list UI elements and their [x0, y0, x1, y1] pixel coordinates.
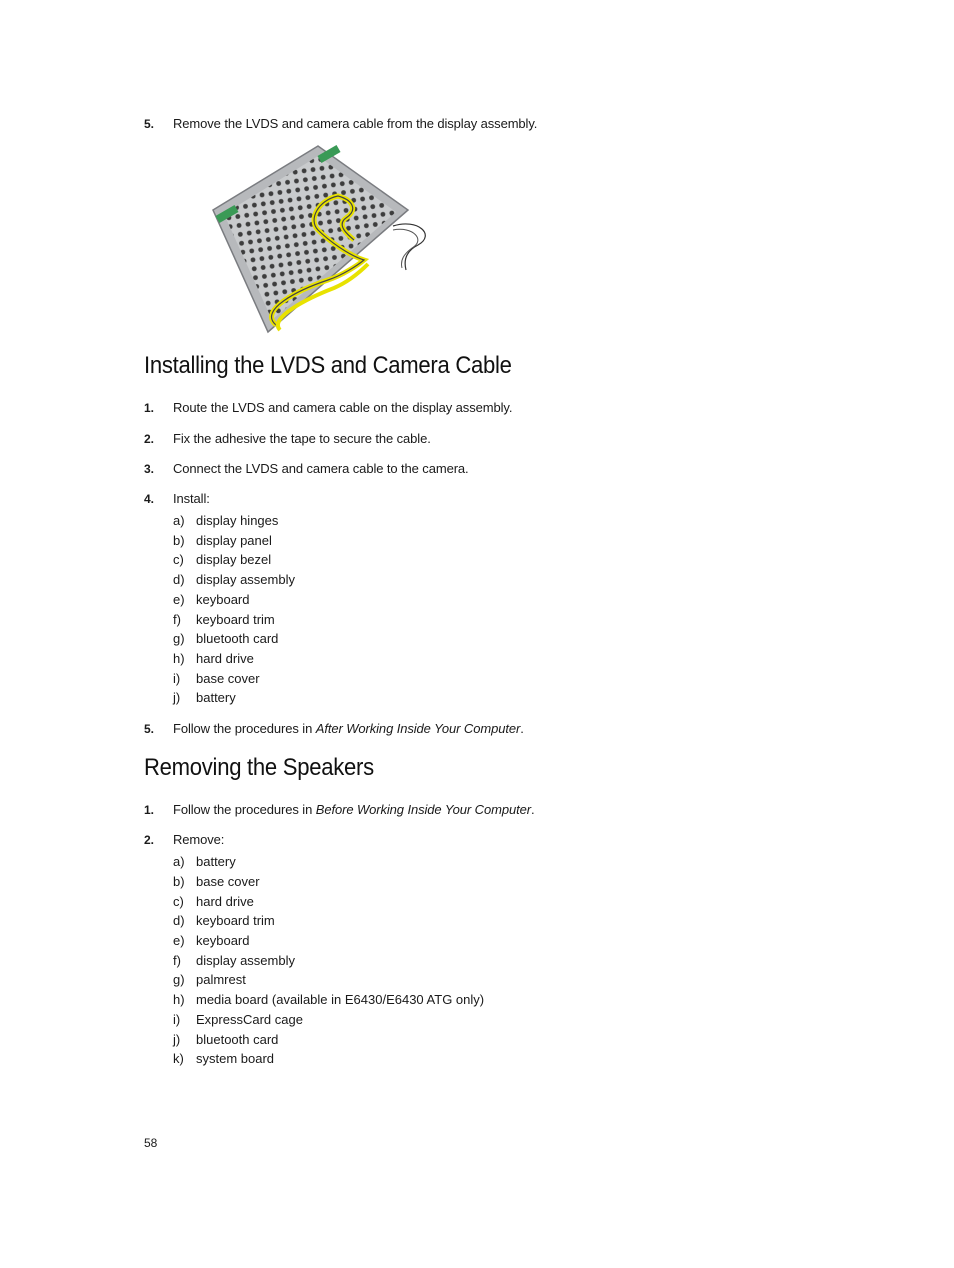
step-text: Follow the procedures in Before Working Inside Your Computer. [173, 802, 535, 817]
step-number: 2. [144, 833, 155, 847]
step-number: 1. [144, 401, 155, 415]
step-text: Route the LVDS and camera cable on the display assembly. [173, 400, 513, 415]
step-number: 5. [144, 117, 155, 131]
step-text: Fix the adhesive the tape to secure the cable. [173, 431, 431, 446]
step-number: 2. [144, 432, 155, 446]
step-text: Remove the LVDS and camera cable from the display assembly. [173, 116, 538, 131]
step-number: 5. [144, 722, 155, 736]
page-number: 58 [144, 1136, 158, 1150]
step-text: Connect the LVDS and camera cable to the camera. [173, 461, 469, 476]
step-number: 4. [144, 492, 155, 506]
step-number: 1. [144, 803, 155, 817]
step-text: Remove: [173, 832, 225, 847]
step-text: Install: [173, 491, 210, 506]
cross-reference-link[interactable]: After Working Inside Your Computer [315, 721, 521, 736]
document-page: 5. Remove the LVDS and camera cable from the display assembly. Installing the LVDS and Camera Cable 1. Route the LVDS and camera cable on the display assembly. 2. Fix the adhesive the tape to secure the cable. 3. Connect the LVDS and camera cable to the camera. 4. Install: a) display hinges b) display panel c) display bezel d) display assembly e) keyboard f) keyboard trim g) bluetooth card h) hard drive i) base cover j) battery 5. Follow the procedures in After Working Inside Your Computer. Removing the Speakers 1. Follow the procedures in Before Working Inside Your Computer. 2. Remove: a) battery b) base cover c) hard drive d) keyboard trim e) keyboard f) display assembly g) palmrest h) media board (available in E6430/E6430 ATG only) i) ExpressCard cage j) bluetooth card k) system board 58 [144, 116, 538, 1150]
section-title-removing: Removing the Speakers [144, 754, 374, 781]
step-text: Follow the procedures in After Working Inside Your Computer. [173, 721, 524, 736]
display-assembly-illustration [168, 140, 436, 336]
section-title-installing: Installing the LVDS and Camera Cable [144, 352, 512, 379]
cross-reference-link[interactable]: Before Working Inside Your Computer [315, 802, 531, 817]
step-number: 3. [144, 462, 155, 476]
